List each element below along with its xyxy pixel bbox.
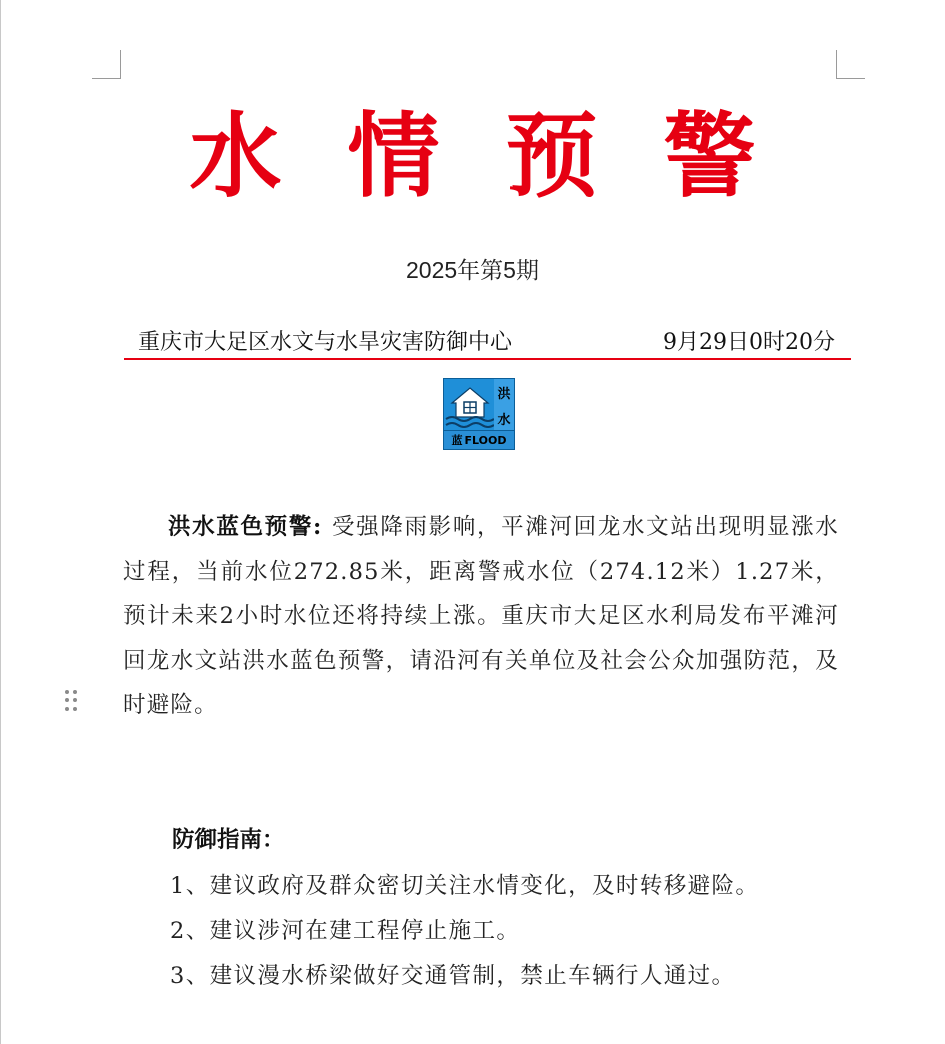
flood-level-char: 蓝 <box>451 434 463 447</box>
warning-label: 洪水蓝色预警 <box>168 514 313 540</box>
issue-number: 2025年第5期 <box>406 257 539 283</box>
crop-mark-top-left <box>92 50 121 79</box>
guide-list <box>170 864 759 999</box>
warning-paragraph <box>123 505 839 728</box>
warning-text: 受强降雨影响，平滩河回龙水文站出现明显涨水过程，当前水位272.85米，距离警戒水位（274.12米）1.27米，预计未来2小时水位还将持续上涨。重庆市大足区水利局发布平滩河回龙水文站洪水蓝色预警，请沿河有关单位及社会公众加强防范，及时避险。 <box>123 514 840 718</box>
issuer-name: 重庆市大足区水文与水旱灾害防御中心 <box>138 330 513 355</box>
document-title: 水情预警 <box>189 103 822 210</box>
warning-separator: : <box>313 514 333 540</box>
crop-mark-top-right <box>836 50 865 79</box>
guide-heading: 防御指南： <box>172 827 285 853</box>
flood-level-en: FLOOD <box>464 433 507 447</box>
issue-datetime: 9月29日0时20分 <box>663 330 835 355</box>
flood-house-icon <box>444 379 496 431</box>
flood-blue-warning-icon <box>443 378 515 450</box>
guide-item: 3、建议漫水桥梁做好交通管制，禁止车辆行人通过。 <box>170 963 736 989</box>
guide-item: 1、建议政府及群众密切关注水情变化，及时转移避险。 <box>170 873 760 899</box>
flood-icon-level-bar <box>444 430 514 449</box>
paragraph-drag-handle[interactable] <box>65 690 79 712</box>
flood-icon-side-label <box>494 379 514 431</box>
issuer-line <box>124 325 851 356</box>
red-divider <box>124 358 851 360</box>
flood-side-char-2: 水 <box>497 412 511 428</box>
flood-side-char-1: 洪 <box>497 386 511 402</box>
guide-item: 2、建议涉河在建工程停止施工。 <box>170 918 521 944</box>
